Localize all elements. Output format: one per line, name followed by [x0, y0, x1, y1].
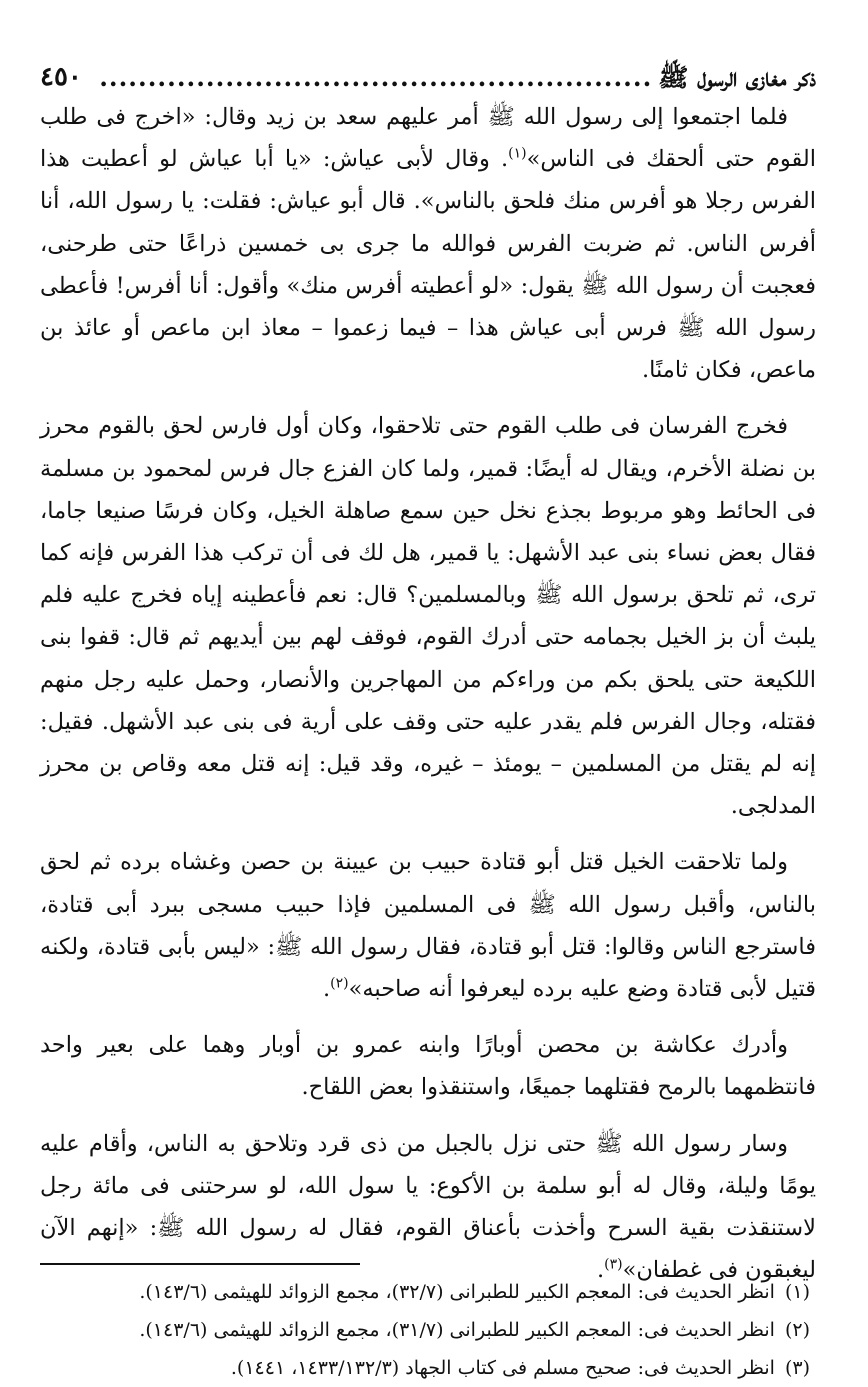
- footnote-1-number: (١): [784, 1281, 810, 1303]
- paragraph-3-tail: .: [322, 976, 331, 1003]
- paragraph-5: [40, 1123, 816, 1292]
- footnote-divider: [40, 1263, 360, 1265]
- footnote-2-text: انظر الحديث فى: المعجم الكبير للطبرانى (٣١/٧)، مجمع الزوائد للهيثمى (١٤٣/٦).: [139, 1319, 775, 1341]
- running-title: ذكر مغازى الرسول ﷺ: [658, 63, 816, 92]
- footnote-2-number: (٢): [784, 1319, 810, 1341]
- book-page: [40, 48, 816, 1379]
- paragraph-1-text: فلما اجتمعوا إلى رسول الله ﷺ أمر عليهم سعد بن زيد وقال: «اخرج فى طلب القوم حتى ألحقك فى الناس»: [40, 104, 816, 173]
- footnotes: [40, 1273, 816, 1387]
- footnote-ref-1: (١): [508, 145, 527, 162]
- footnote-ref-2: (٢): [330, 975, 349, 992]
- header-leader-dots: .........................................................: [99, 65, 653, 90]
- page-header: [40, 48, 816, 96]
- footnote-1-text: انظر الحديث فى: المعجم الكبير للطبرانى (٣٢/٧)، مجمع الزوائد للهيثمى (١٤٣/٦).: [139, 1281, 775, 1303]
- footnote-1: [40, 1273, 816, 1311]
- footnote-3-number: (٣): [784, 1357, 810, 1379]
- main-text: [40, 96, 816, 1291]
- paragraph-3-text: ولما تلاحقت الخيل قتل أبو قتادة حبيب بن عيينة بن حصن وغشاه برده ثم لحق بالناس، وأقبل رسول الله ﷺ فى المسلمين فإذا حبيب مسجى ببرد أبى قتادة، فاسترجع الناس وقالوا: قتل أبو قتادة، فقال رسول الله ﷺ: «ليس بأبى قتادة، ولكنه قتيل لأبى قتادة وضع عليه برده ليعرفوا أنه صاحبه»: [40, 849, 816, 1003]
- paragraph-4: [40, 1024, 816, 1108]
- footnote-3: [40, 1349, 816, 1387]
- page-number: ٤٥٠: [40, 62, 82, 92]
- paragraph-4-text: وأدرك عكاشة بن محصن أوبارًا وابنه عمرو بن أوبار وهما على بعير واحد فانتظمهما بالرمح فقتلهما جميعًا، واستنقذوا بعض اللقاح.: [40, 1032, 816, 1101]
- paragraph-5-tail: .: [596, 1257, 605, 1284]
- paragraph-5-text: وسار رسول الله ﷺ حتى نزل بالجبل من ذى قرد وتلاحق به الناس، وأقام عليه يومًا وليلة، وقال له أبو سلمة بن الأكوع: يا سول الله، لو سرحتنى فى مائة رجل لاستنقذت بقية السرح وأخذت بأعناق القوم، فقال له رسول الله ﷺ: «إنهم الآن ليغبقون فى غطفان»: [40, 1130, 816, 1284]
- paragraph-3: [40, 841, 816, 1010]
- paragraph-2: [40, 405, 816, 827]
- footnote-ref-3: (٣): [604, 1256, 623, 1273]
- footnote-3-text: انظر الحديث فى: صحيح مسلم فى كتاب الجهاد (١٤٣٣/١٣٢/٣، ١٤٤١).: [230, 1357, 775, 1379]
- paragraph-1: [40, 96, 816, 391]
- paragraph-1-tail: . وقال لأبى عياش: «يا أبا عياش لو أعطيت هذا الفرس رجلا هو أفرس منك فلحق بالناس». قال أبو عياش: فقلت: يا رسول الله، أنا أفرس الناس. ثم ضربت الفرس فوالله ما جرى بى خمسين ذراعًا حتى طرحنى، فعجبت أن رسول الله ﷺ يقول: «لو أعطيته أفرس منك» وأقول: أنا أفرس! فأعطى رسول الله ﷺ فرس أبى عياش هذا – فيما زعموا – معاذ ابن ماعص أو عائذ بن ماعص، فكان ثامنًا.: [40, 146, 816, 384]
- footnote-2: [40, 1311, 816, 1349]
- paragraph-2-text: فخرج الفرسان فى طلب القوم حتى تلاحقوا، وكان أول فارس لحق بالقوم محرز بن نضلة الأخرم، ويقال له أيضًا: قمير، ولما كان الفزع جال فرس لمحمود بن مسلمة فى الحائط وهو مربوط بجذع نخل حين سمع صاهلة الخيل، وكان فرسًا صنيعا جاما، فقال بعض نساء بنى عبد الأشهل: يا قمير، هل لك فى أن تركب هذا الفرس فإنه كما ترى، ثم تلحق برسول الله ﷺ وبالمسلمين؟ قال: نعم فأعطينه إياه فخرج عليه فلم يلبث أن بز الخيل بجمامه حتى أدرك القوم، فوقف لهم بين أيديهم ثم قال: قفوا بنى اللكيعة حتى يلحق بكم من وراءكم من المهاجرين والأنصار، وحمل عليه رجل منهم فقتله، وجال الفرس فلم يقدر عليه حتى وقف على أرية فى بنى عبد الأشهل. فقيل: إنه لم يقتل من المسلمين – يومئذ – غيره، وقد قيل: إنه قتل معه وقاص بن محرز المدلجى.: [40, 413, 816, 820]
